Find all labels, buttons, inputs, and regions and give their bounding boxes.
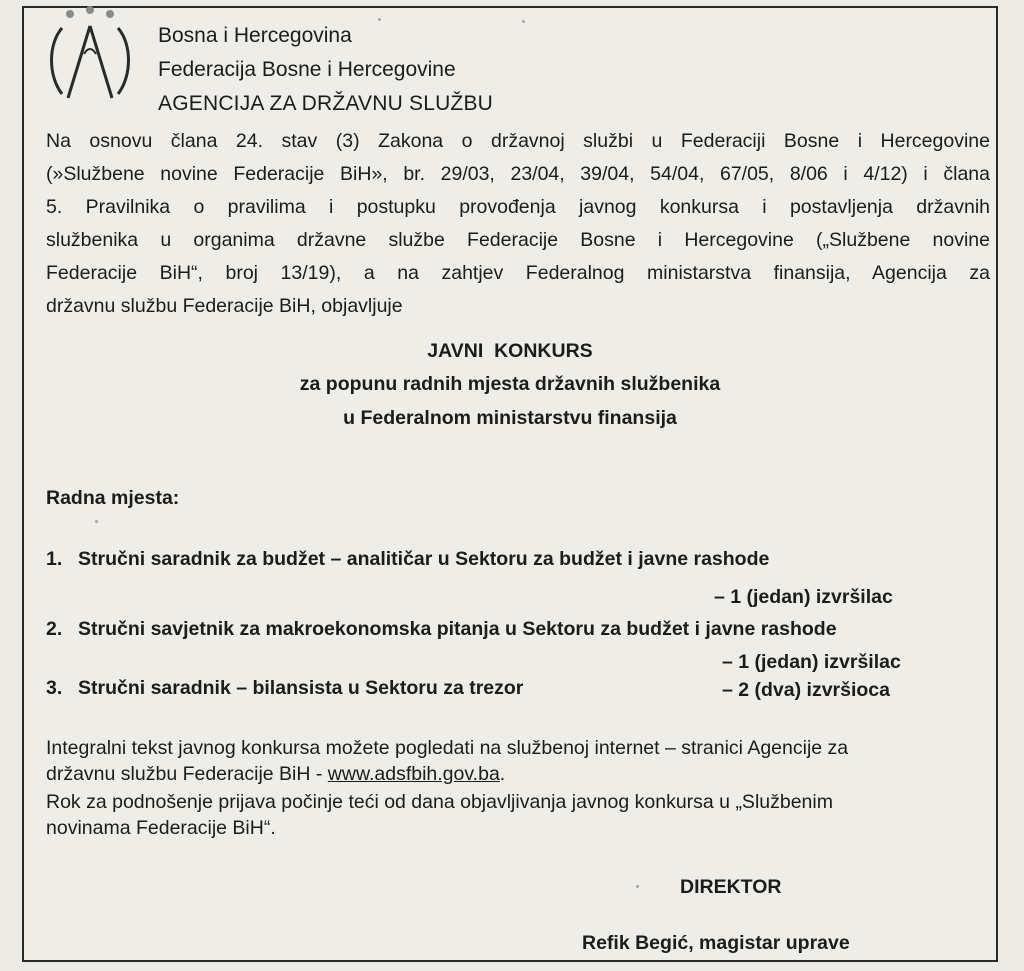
position-title: Stručni saradnik – bilansista u Sektoru za trezor: [78, 677, 524, 699]
position-number: 2.: [46, 618, 63, 640]
title-ministry: u Federalnom ministarstvu finansija: [343, 407, 677, 429]
footer-line: Rok za podnošenje prijava počinje teći od dana objavljivanja javnog konkursa u „Službenim: [46, 791, 833, 813]
scan-speck: [378, 18, 381, 21]
website-link[interactable]: www.adsfbih.gov.ba: [327, 763, 500, 785]
intro-line: službenika u organima državne službe Federacije Bosne i Hercegovine („Službene novine: [46, 229, 990, 251]
intro-line: 5. Pravilnika o pravilima i postupku provođenja javnog konkursa i postavljenja državnih: [46, 196, 990, 218]
position-count: – 2 (dva) izvršioca: [722, 679, 890, 701]
header-country: Bosna i Hercegovina: [158, 24, 352, 47]
scan-speck: [636, 885, 639, 888]
header-agency: AGENCIJA ZA DRŽAVNU SLUŽBU: [158, 92, 494, 115]
intro-line: Federacije BiH“, broj 13/19), a na zahtjev Federalnog ministarstva finansija, Agencija za: [46, 262, 990, 284]
title-subtitle: za popunu radnih mjesta državnih službenika: [299, 373, 721, 395]
footer-line: novinama Federacije BiH“.: [46, 817, 276, 839]
intro-line: državnu službu Federacije BiH, objavljuje: [46, 295, 403, 317]
signature-title: DIREKTOR: [680, 876, 782, 898]
title-javni-konkurs: JAVNI KONKURS: [427, 340, 593, 362]
position-count: – 1 (jedan) izvršilac: [722, 651, 901, 673]
footer-text: državnu službu Federacije BiH -: [46, 763, 323, 785]
scan-speck: [95, 520, 98, 523]
footer-text: .: [499, 763, 506, 785]
positions-heading: Radna mjesta:: [46, 487, 180, 509]
position-count: – 1 (jedan) izvršilac: [714, 586, 893, 608]
footer-line-website: [46, 762, 505, 786]
position-title: Stručni savjetnik za makroekonomska pitanja u Sektoru za budžet i javne rashode: [78, 618, 837, 640]
intro-paragraph: [46, 125, 990, 323]
header-federation: Federacija Bosne i Hercegovine: [158, 58, 456, 81]
intro-line: (»Službene novine Federacije BiH», br. 29/03, 23/04, 39/04, 54/04, 67/05, 8/06 i 4/12) i člana: [46, 163, 990, 185]
position-number: 3.: [46, 677, 63, 699]
position-number: 1.: [46, 548, 63, 570]
footer-line: Integralni tekst javnog konkursa možete pogledati na službenoj internet – stranici Agencije za: [46, 737, 849, 759]
position-title: Stručni saradnik za budžet – analitičar u Sektoru za budžet i javne rashode: [78, 548, 770, 570]
signature-name: Refik Begić, magistar uprave: [582, 932, 850, 954]
agency-logo-icon: [40, 4, 140, 116]
intro-line: Na osnovu člana 24. stav (3) Zakona o državnoj službi u Federaciji Bosne i Hercegovine: [46, 130, 990, 152]
scan-speck: [522, 20, 525, 23]
